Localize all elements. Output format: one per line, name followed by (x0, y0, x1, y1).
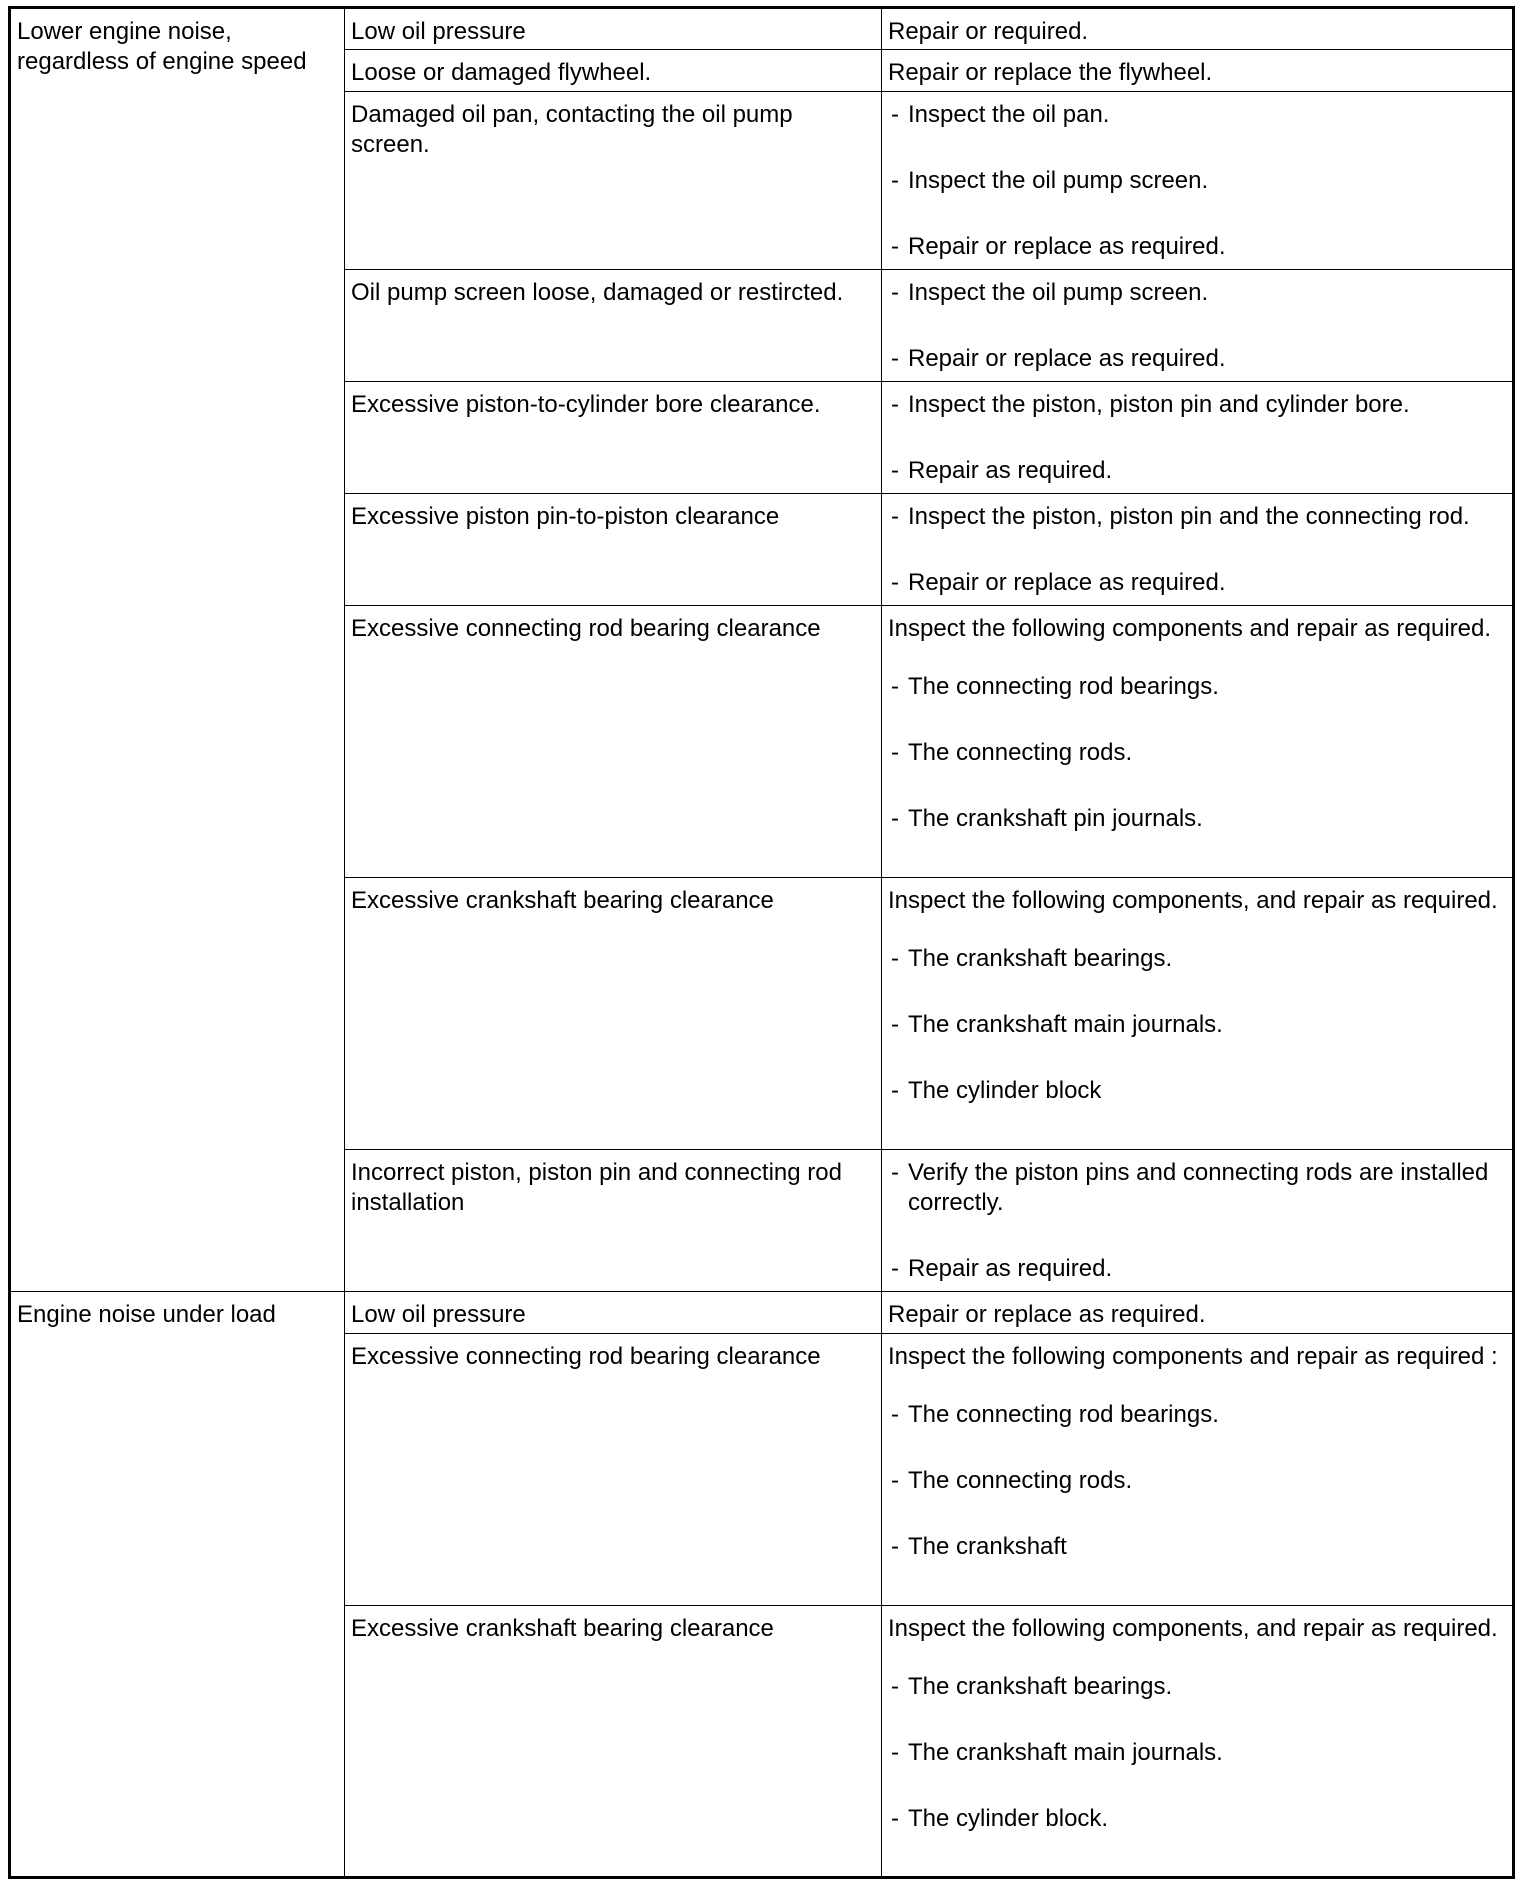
action-step: - The crankshaft pin journals. (888, 804, 1506, 834)
action-text: Repair or replace as required. (888, 1301, 1206, 1328)
action-step: - The cylinder block. (888, 1804, 1506, 1834)
action-cell (882, 8, 1514, 50)
action-step: - Repair or replace as required. (888, 344, 1506, 374)
action-cell (882, 50, 1514, 92)
table-row (10, 1292, 1514, 1334)
action-cell (882, 1292, 1514, 1334)
cause-cell: Excessive connecting rod bearing clearance (345, 606, 882, 878)
action-cell (882, 878, 1514, 1150)
action-text: Inspect the following components, and repair as required. (888, 887, 1498, 914)
action-step: - Repair as required. (888, 1254, 1506, 1284)
action-step: - Repair as required. (888, 456, 1506, 486)
action-cell (882, 1150, 1514, 1292)
action-step: - The crankshaft main journals. (888, 1010, 1506, 1040)
action-text: Repair or required. (888, 18, 1089, 45)
action-step: - Inspect the oil pump screen. (888, 166, 1506, 196)
symptom-cell: Lower engine noise, regardless of engine speed (10, 8, 345, 1292)
cause-cell: Incorrect piston, piston pin and connecting rod installation (345, 1150, 882, 1292)
cause-cell: Low oil pressure (345, 8, 882, 50)
cause-cell: Excessive connecting rod bearing clearance (345, 1334, 882, 1606)
action-cell (882, 1334, 1514, 1606)
diagnosis-table-body (10, 8, 1514, 1878)
action-text: Repair or replace the flywheel. (888, 59, 1213, 86)
action-cell (882, 92, 1514, 270)
action-step: - The crankshaft bearings. (888, 1672, 1506, 1702)
action-text: Inspect the following components and repair as required : (888, 1343, 1498, 1370)
action-step: - Repair or replace as required. (888, 232, 1506, 262)
cause-cell: Low oil pressure (345, 1292, 882, 1334)
action-cell (882, 1606, 1514, 1878)
action-step: - The crankshaft (888, 1532, 1506, 1562)
action-cell (882, 606, 1514, 878)
action-text: Inspect the following components, and repair as required. (888, 1615, 1498, 1642)
diagnosis-table (8, 6, 1515, 1879)
symptom-cell: Engine noise under load (10, 1292, 345, 1878)
action-step: - Verify the piston pins and connecting rods are installed correctly. (888, 1158, 1506, 1218)
action-step: - The connecting rod bearings. (888, 672, 1506, 702)
action-step: - The cylinder block (888, 1076, 1506, 1106)
action-step: - Inspect the piston, piston pin and cylinder bore. (888, 390, 1506, 420)
action-cell (882, 270, 1514, 382)
cause-cell: Damaged oil pan, contacting the oil pump screen. (345, 92, 882, 270)
action-step: - Inspect the oil pan. (888, 100, 1506, 130)
action-step: - The crankshaft main journals. (888, 1738, 1506, 1768)
action-step: - Inspect the oil pump screen. (888, 278, 1506, 308)
action-cell (882, 382, 1514, 494)
action-step: - Inspect the piston, piston pin and the connecting rod. (888, 502, 1506, 532)
action-step: - The connecting rod bearings. (888, 1400, 1506, 1430)
action-step: - Repair or replace as required. (888, 568, 1506, 598)
cause-cell: Oil pump screen loose, damaged or restircted. (345, 270, 882, 382)
cause-cell: Excessive piston-to-cylinder bore clearance. (345, 382, 882, 494)
action-step: - The connecting rods. (888, 1466, 1506, 1496)
action-text: Inspect the following components and repair as required. (888, 615, 1492, 642)
action-cell (882, 494, 1514, 606)
cause-cell: Excessive crankshaft bearing clearance (345, 1606, 882, 1878)
cause-cell: Loose or damaged flywheel. (345, 50, 882, 92)
action-step: - The crankshaft bearings. (888, 944, 1506, 974)
cause-cell: Excessive piston pin-to-piston clearance (345, 494, 882, 606)
action-step: - The connecting rods. (888, 738, 1506, 768)
cause-cell: Excessive crankshaft bearing clearance (345, 878, 882, 1150)
table-row (10, 8, 1514, 50)
